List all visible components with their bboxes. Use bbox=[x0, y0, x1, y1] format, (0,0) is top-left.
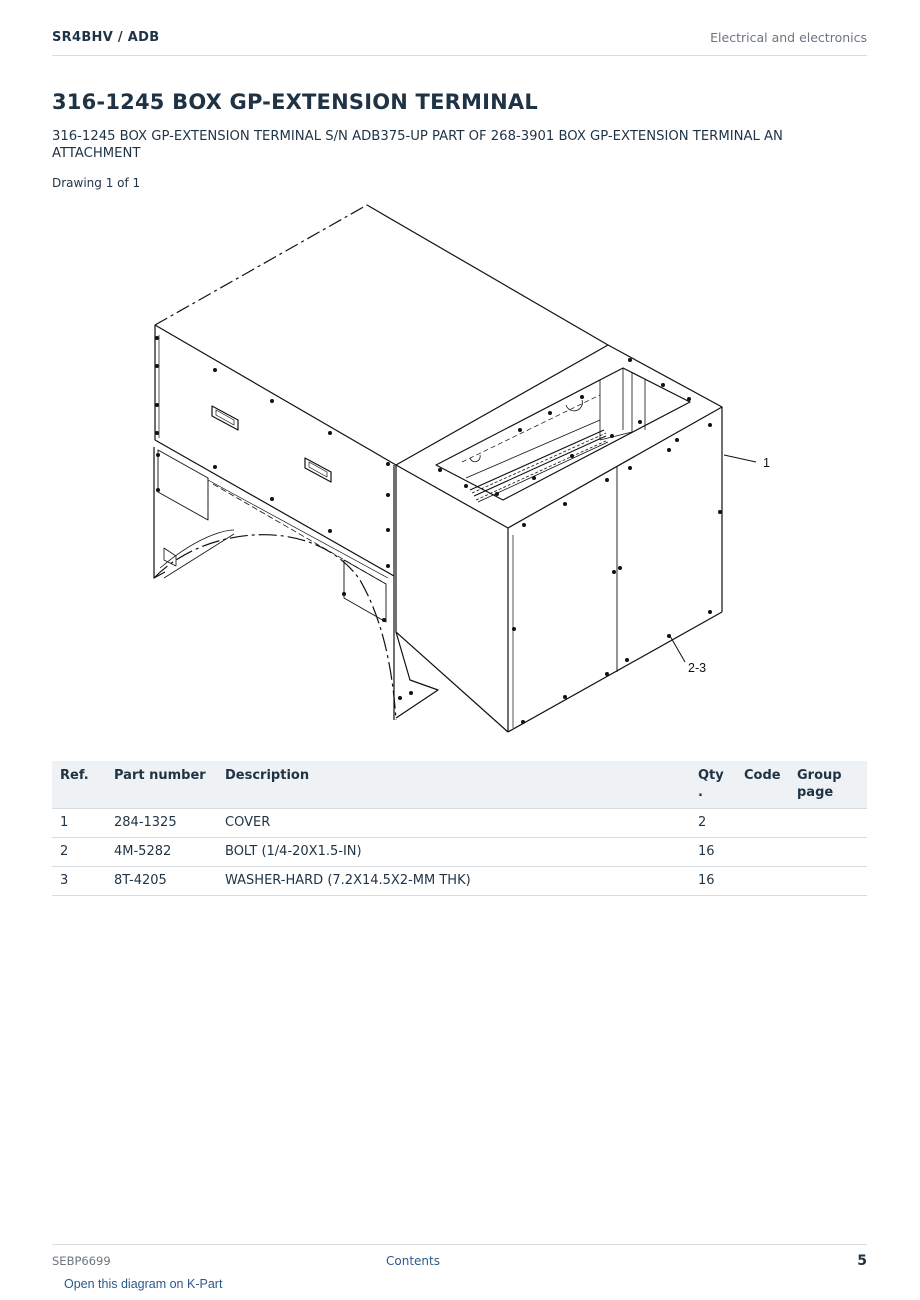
cell-code bbox=[736, 867, 789, 896]
cell-group-page bbox=[789, 838, 867, 867]
cell-ref: 1 bbox=[52, 809, 106, 838]
page-header bbox=[52, 28, 867, 56]
cell-qty: 16 bbox=[690, 867, 736, 896]
svg-text:1: 1 bbox=[763, 456, 770, 470]
parts-table bbox=[52, 761, 867, 896]
drawing-label: Drawing 1 of 1 bbox=[52, 176, 141, 190]
column-header-part-number: Part number bbox=[106, 761, 217, 809]
cell-description: COVER bbox=[217, 809, 690, 838]
group-header-line1: Group bbox=[797, 768, 842, 783]
section-name: Electrical and electronics bbox=[710, 30, 867, 45]
rear-body-side bbox=[155, 325, 394, 584]
qty-header-line2: . bbox=[698, 785, 703, 800]
cell-part-number: 4M-5282 bbox=[106, 838, 217, 867]
qty-header-line1: Qty bbox=[698, 768, 724, 783]
cell-ref: 3 bbox=[52, 867, 106, 896]
cell-qty: 16 bbox=[690, 838, 736, 867]
page-subtitle: 316-1245 BOX GP-EXTENSION TERMINAL S/N ADB375-UP PART OF 268-3901 BOX GP-EXTENSION TERMINAL AN ATTACHMENT bbox=[52, 129, 783, 161]
cell-group-page bbox=[789, 809, 867, 838]
cell-code bbox=[736, 838, 789, 867]
contents-link[interactable]: Contents bbox=[386, 1254, 440, 1268]
page-title: 316-1245 BOX GP-EXTENSION TERMINAL bbox=[52, 90, 538, 114]
column-header-code: Code bbox=[736, 761, 789, 809]
table-row bbox=[52, 809, 867, 838]
page-footer bbox=[52, 1244, 867, 1275]
open-kpart-link[interactable]: Open this diagram on K-Part bbox=[64, 1277, 223, 1291]
page-number: 5 bbox=[857, 1253, 867, 1269]
callout-1 bbox=[724, 455, 770, 470]
rear-body-top bbox=[155, 205, 608, 465]
table-row bbox=[52, 838, 867, 867]
cell-part-number: 8T-4205 bbox=[106, 867, 217, 896]
front-box bbox=[396, 345, 722, 732]
column-header-group-page bbox=[789, 761, 867, 809]
document-code: SEBP6699 bbox=[52, 1254, 111, 1268]
parts-diagram bbox=[130, 195, 790, 745]
handle-left bbox=[212, 406, 238, 430]
cell-qty: 2 bbox=[690, 809, 736, 838]
column-header-ref: Ref. bbox=[52, 761, 106, 809]
callout-2-3 bbox=[670, 636, 706, 675]
table-header-row bbox=[52, 761, 867, 809]
model-breadcrumb: SR4BHV / ADB bbox=[52, 30, 160, 45]
table-row bbox=[52, 867, 867, 896]
svg-text:2-3: 2-3 bbox=[688, 661, 707, 675]
handle-right bbox=[305, 458, 331, 482]
column-header-qty bbox=[690, 761, 736, 809]
bolt-markers bbox=[155, 336, 722, 724]
cell-part-number: 284-1325 bbox=[106, 809, 217, 838]
cell-code bbox=[736, 809, 789, 838]
cell-description: BOLT (1/4-20X1.5-IN) bbox=[217, 838, 690, 867]
cell-group-page bbox=[789, 867, 867, 896]
column-header-description: Description bbox=[217, 761, 690, 809]
group-header-line2: page bbox=[797, 785, 834, 800]
cell-ref: 2 bbox=[52, 838, 106, 867]
box-opening bbox=[436, 368, 690, 502]
cell-description: WASHER-HARD (7.2X14.5X2-MM THK) bbox=[217, 867, 690, 896]
